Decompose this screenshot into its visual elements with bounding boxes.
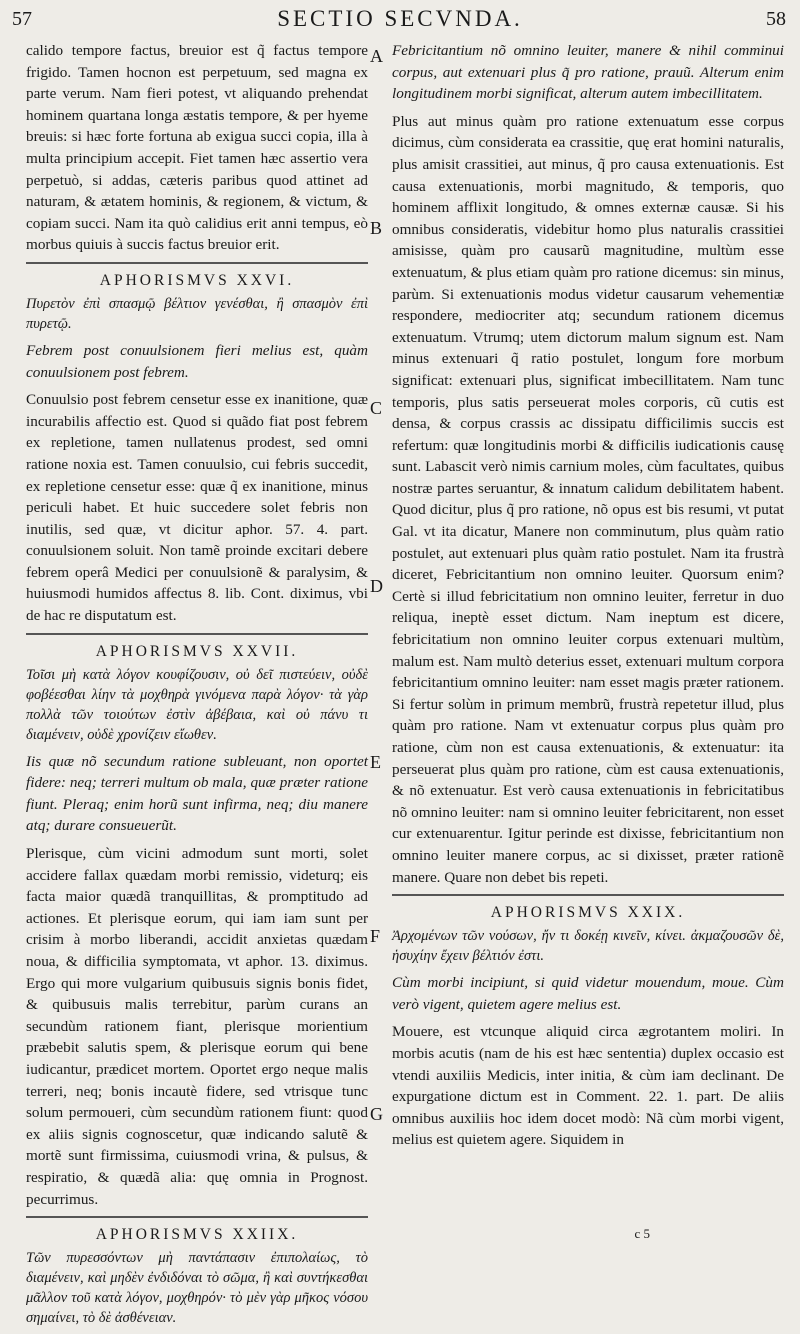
margin-letter: D [370, 576, 383, 596]
aphorism-latin: Febricitantium nõ omnino leuiter, manere & nihil comminui corpus, aut extenuari plus q̃ pro ratione, prauũ. Alterum enim longitudinem morbi significat, alterum autem imbecillitatem. [392, 42, 784, 103]
greek-text: Τῶν πυρεσσόντων μὴ παντάπασιν ἐπιπολαίως, τὸ διαμένειν, καὶ μηδὲν ἐνδιδόναι τὸ σῶμα, ἢ καὶ συντήκεσθαι μᾶλλον τοῦ κατὰ λόγον, μοχθηρόν· τὸ μὲν γὰρ μῆκος νόσου σημαίνει, τὸ δὲ ἀσθένειαν. [26, 1250, 368, 1327]
aphorism-title: APHORISMVS XXIIX. [95, 1226, 299, 1244]
margin-letter: A [370, 46, 383, 66]
page-header [0, 2, 800, 36]
aphorism-title: APHORISMVS XXVI. [99, 271, 295, 289]
aphorism-latin: Iis quæ nõ secundum ratione subleuant, non oportet fidere: neq; terreri multum ob mala, quæ præter ratione fiunt. Pleraq; enim horũ sunt infirma, neq; diu manere atq; durare consueuerũt. [26, 752, 368, 835]
aphorism-title: APHORISMVS XXVII. [95, 642, 299, 660]
left-column [26, 40, 368, 1334]
margin-letter: G [370, 1104, 383, 1124]
aphorism-latin: Febrem post conuulsionem fieri melius est, quàm conuulsionem post febrem. [26, 341, 368, 381]
commentary: Plus aut minus quàm pro ratione extenuatum esse corpus dicimus, cùm considerata ea crassitie, quę erat homini naturalis, plus amisit crassitiei, aut minus, q̃ pro causa extenuationis. Est causa extenuationis, morbi magnitudo, & temporis, quo hominem afflixit longitudo, & omnes externæ causæ. Si his omnibus consideratis, videbitur homo plus naturalis crassitiei amisisse, quàm pro causarũ magnitudine, multùm esse extenuatum, & plus etiam quàm pro ratione dicemus: sin minus, parùm. Si extenuationis modus videtur causarum vehementiæ respondere, mediocriter atq; secundum rationem dicemus extenuatum. Vtrumq; utem dictorum malum signum est. Nam minus extenuari q̃ ratio postulet, longum fore morbum significat: extenuari plus, significat imbecillitatem. Nam tunc temporis, plus satis perseuerat moles corporis, cũ cutis est densa, & corpus crassis ac dissipatu difficilimis succis est refertum: quæ longitudinis morbi & difficilis iudicationis causę sunt. Labascit verò nimis carnium moles, cùm facultates, quibus nostræ partes seruantur, & innatum calidum debilitatem habent. Quod dicitur, plus q̃ pro ratione, nõ opus est bis resumi, vt putat Gal. vt ita dicatur, Manere non comminutum, plus quàm ratio postulet, aut extenuari plus quàm ratio postulet. Nam ita frustrà diceret, Febricitantium non omnino leuiter. Quorsum enim? Certè si illud febricitatium non omnino leuiter, ferretur in duo reliqua, ineptè esset dictum. Nam ineptum est dicere, febricitatium non omnino leuiter corpus extenuari multùm, malum est. Nam multò deterius esset, extenuari multum corpora febricitantium omnino leuiter: nam esset magis præter rationem. Si fertur solùm in primum membrũ, frustrà repetetur illud, plus quàm pro ratione. Nam vt extenuatur corpus plus quàm pro ratione, cùm non est causa extenuationis, & extenuatur: ita perseuerat plus quàm pro ratione, cùm est causa extenuationis, & nõ extenuatur. Est verò causa extenuationis in febricitatibus nõ omnino leuiter: nam si omnino leuiter febricitarent, non esset cur extenuarentur. Igitur perinde est dixisse, febricitantium non omnino leuiter manere corpus, ac si dixisset, præter rationẽ manere. Quare non debet bis repeti. [392, 112, 784, 886]
divider [26, 262, 368, 264]
margin-letter: E [370, 752, 381, 772]
page-number-right: 58 [766, 8, 786, 30]
commentary: Conuulsio post febrem censetur esse ex inanitione, quæ incurabilis affectio est. Quod si quãdo fiat post febrem ex repletione, tamen nullatenus prodest, sed omni ratione noxia est. Tamen conuulsio, cui febris succedit, ex repletione censetur esse: quæ q̃ ex inanitione, minus periculi habet. Et huic succedere solet febris non inutilis, sed quæ, vt dicitur aphor. 57. 4. part. conuulsionem soluit. Non tamẽ proinde excitari debere febrem operâ Medici per conuulsionẽ & paralysim, & huiusmodi humidos affectus 8. lib. Cont. diximus, vbi de hac re disputatum est. [26, 391, 368, 625]
margin-letter: F [370, 926, 381, 946]
divider [392, 894, 784, 896]
page-number-left: 57 [12, 8, 32, 30]
commentary: Plerisque, cùm vicini admodum sunt morti, solet accidere fallax quædam morbi remissio, videturq; eis facta maior quædã tranquillitas, & promptitudo ad actiones. Et plerisque eorum, qui iam iam sunt per crisim à morbo liberandi, accidit anxietas quædam noua, & difficilia symptomata, vt aphor. 13. diximus. Ergo qui more vulgarium quibusuis signis bonis fidet, & quibusuis malis terrebitur, parùm curans an secundùm rationem fiant, plerisque morientium præbebit salutis spem, & plerisque eorum qui bene iudicantur, prædicet mortem. Oportet ergo neque malis terreri, neq; bonis incautè fidere, sed vtrisque tunc solum permoueri, cùm secundùm rationem fiunt: quod ex aliis signis cognoscetur, quæ indicando salutẽ & mortẽ sunt firmissima, cuiusmodi vrina, & pulsus, & respiratio, & quædã alia: quę omnia in Prognost. pecurrimus. [26, 845, 368, 1208]
greek-text: Ἀρχομένων τῶν νούσων, ἤν τι δοκέῃ κινεῖν, κίνει. ἀκμαζουσῶν δὲ, ἡσυχίην ἔχειν βέλτιόν ἐστι. [392, 928, 784, 965]
aphorism-latin: Cùm morbi incipiunt, si quid videtur mouendum, moue. Cùm verò vigent, quietem agere melius est. [392, 974, 784, 1013]
divider [26, 633, 368, 635]
greek-text: Τοῖσι μὴ κατὰ λόγον κουφίζουσιν, οὐ δεῖ πιστεύειν, οὐδὲ φοβέεσθαι λίην τὰ μοχθηρὰ γινόμενα παρὰ λόγον· τὰ γὰρ πολλὰ τῶν τοιούτων ἐστὶν ἀβέβαια, καὶ οὐ πάνυ τι διαμένειν, οὐδὲ χρονίζειν εἴωθεν. [26, 666, 368, 743]
paragraph: calido tempore factus, breuior est q̃ factus tempore frigido. Tamen hocnon est perpetuum, sed magna ex parte verum. Nam fieri potest, vt aliquando prehendat hominem quartana longa æstatis tempore, & per hyeme breuis: si hæc forte fortuna ab exigua succi copia, illa à multa principium accepit. Fiet tamen hæc assertio vera perpetuò, si addas, cæteris paribus quod attinet ad naturam, & ætatem hominis, & regionem, & victum, & copiam succi. Nam ita quò calidius erit anni tempus, eò morbus quiuis à succis factus breuior erit. [26, 42, 368, 254]
right-column [392, 40, 784, 1157]
aphorism-title: APHORISMVS XXIX. [490, 904, 686, 922]
divider [26, 1216, 368, 1218]
commentary: Mouere, est vtcunque aliquid circa ægrotantem moliri. In morbis acutis (nam de his est hæc sententia) duplex occasio est vtendi auxiliis Medicis, inter initia, & cùm iam declinant. De expurgatione dictum est in Comment. 22. 1. part. De aliis omnibus auxiliis hoc idem docet modò: Nã cùm morbi vigent, melius est quietem agere. Siquidem in [392, 1023, 784, 1149]
margin-letter: C [370, 398, 383, 418]
margin-letter: B [370, 218, 383, 238]
greek-text: Πυρετὸν ἐπὶ σπασμῷ βέλτιον γενέσθαι, ἢ σπασμὸν ἐπὶ πυρετῷ. [26, 295, 368, 332]
running-title: SECTIO SECVNDA. [277, 6, 523, 31]
signature-mark: c 5 [634, 1226, 650, 1241]
